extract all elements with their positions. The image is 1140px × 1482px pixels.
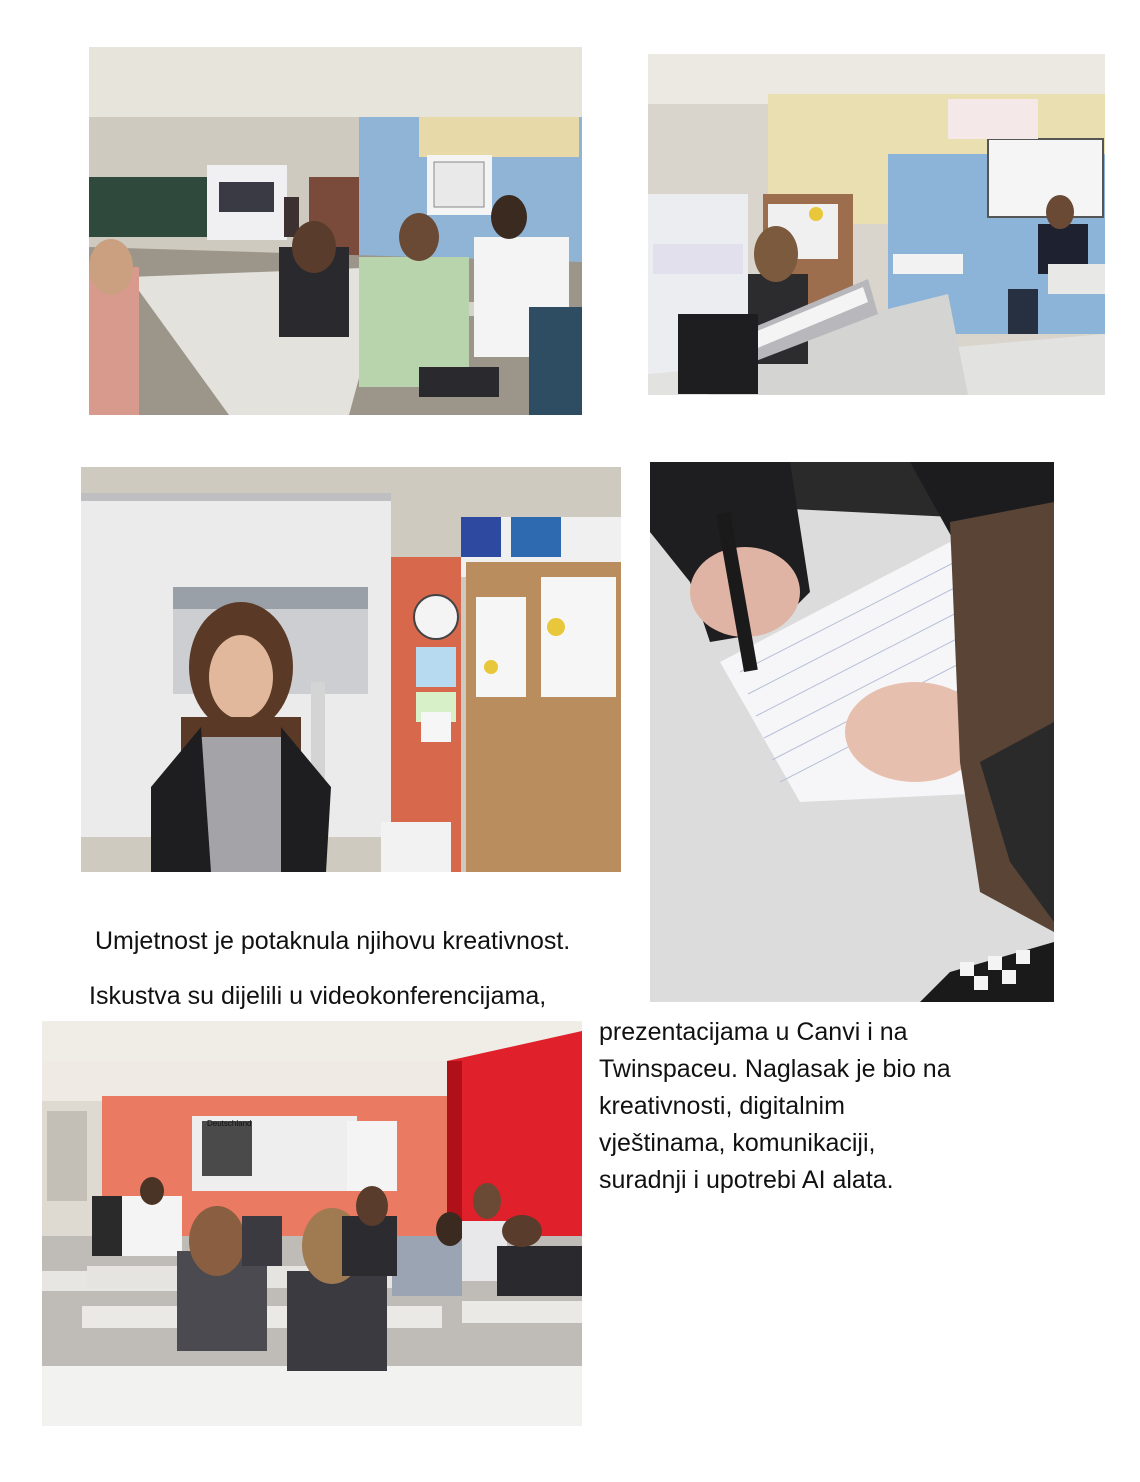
- caption-paragraph-line-3: kreativnosti, digitalnim: [599, 1092, 845, 1120]
- caption-paragraph-line-5: suradnji i upotrebi AI alata.: [599, 1166, 894, 1194]
- caption-paragraph-line-1: prezentacijama u Canvi i na: [599, 1018, 908, 1046]
- photo-handwriting: [650, 462, 1054, 1002]
- caption-creativity: Umjetnost je potaknula njihovu kreativnost.: [95, 927, 571, 955]
- photo-classroom-presentation: [89, 47, 582, 415]
- caption-paragraph-line-4: vještinama, komunikaciji,: [599, 1129, 876, 1157]
- poster-title: Deutschland: [207, 1119, 252, 1128]
- photo-group-work: [42, 1021, 582, 1426]
- caption-experiences-intro: Iskustva su dijelili u videokonferencijama,: [89, 982, 547, 1010]
- caption-paragraph-line-2: Twinspaceu. Naglasak je bio na: [599, 1055, 951, 1083]
- photo-keyboard-player: [648, 54, 1105, 395]
- photo-student-portrait: [81, 467, 621, 872]
